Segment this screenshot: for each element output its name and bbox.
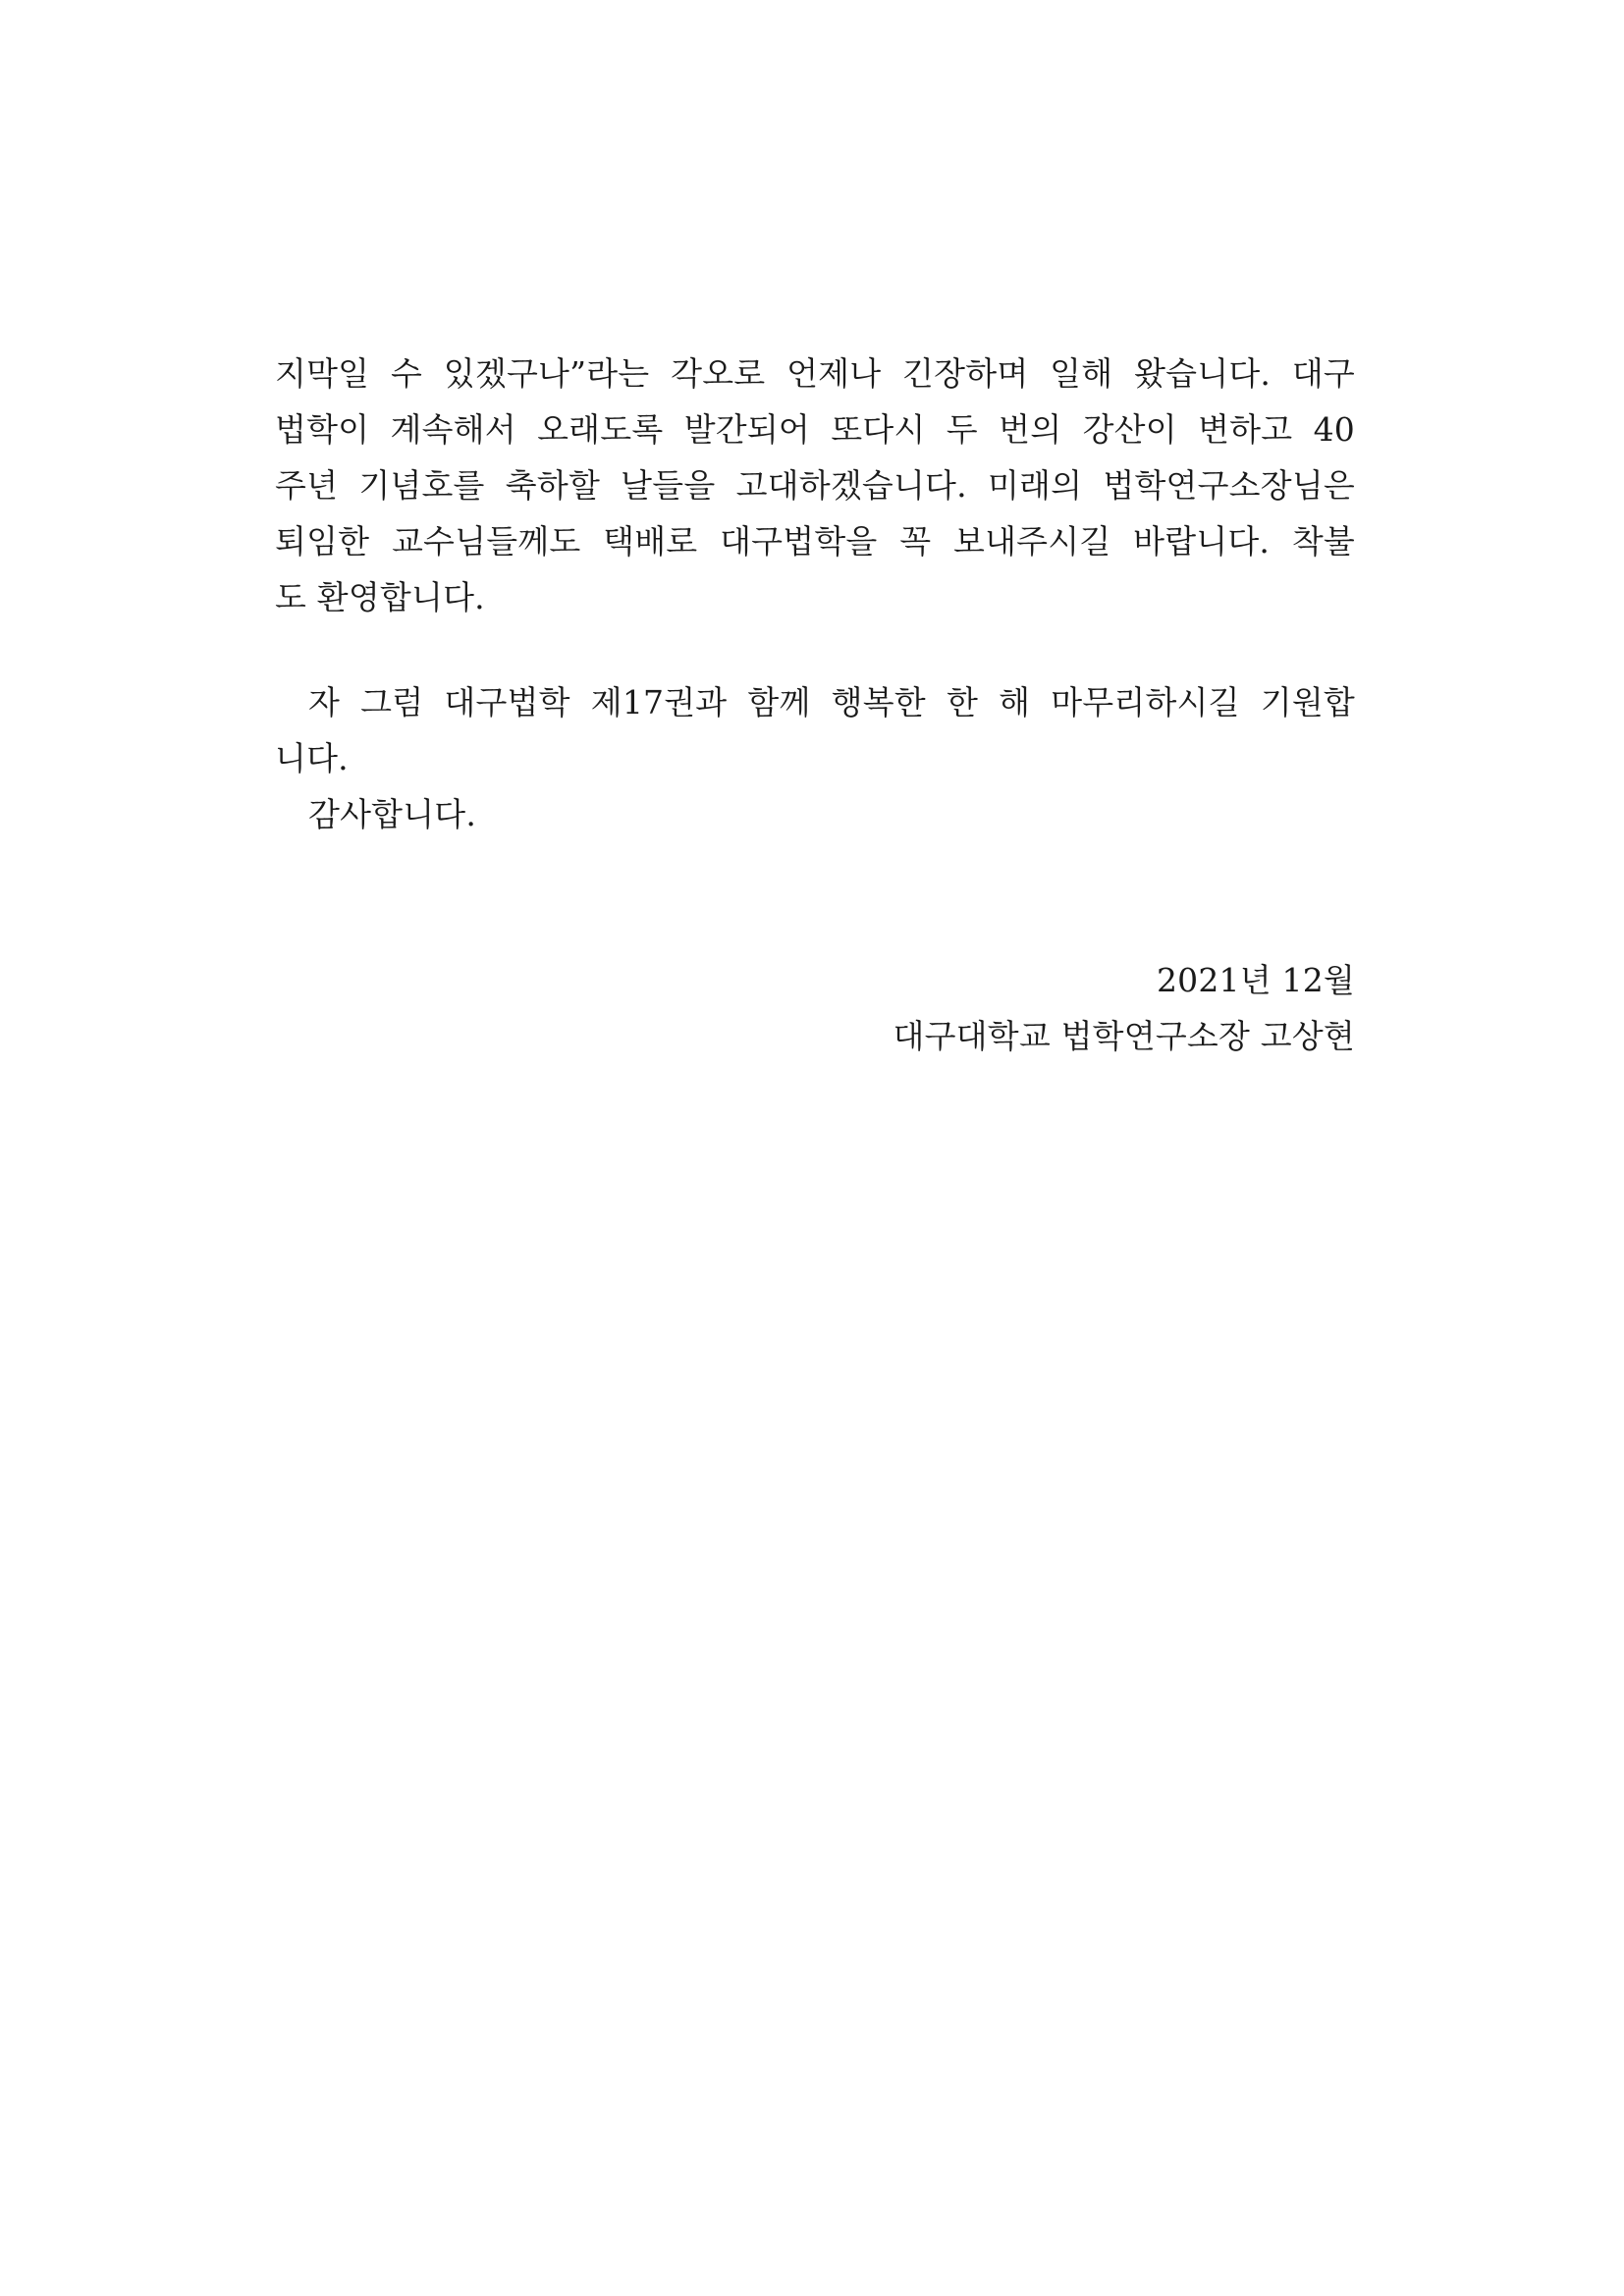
document-body-text: [275, 346, 1355, 1064]
text-line: 주년 기념호를 축하할 날들을 고대하겠습니다. 미래의 법학연구소장님은: [275, 466, 1355, 505]
text-line: 자 그럼 대구법학 제17권과 함께 행복한 한 해 마무리하시길 기원합: [308, 683, 1355, 721]
text-line: 법학이 계속해서 오래도록 발간되어 또다시 두 번의 강산이 변하고 40: [275, 410, 1355, 449]
paragraph-1: [275, 346, 1355, 625]
signature-block: [275, 952, 1355, 1064]
text-line: 도 환영합니다.: [275, 578, 485, 616]
paragraph-3: [275, 786, 1355, 842]
signature-author: 대구대학교 법학연구소장 고상현: [893, 1017, 1355, 1055]
signature-date: 2021년 12월: [1156, 961, 1355, 999]
paragraph-2: [275, 674, 1355, 786]
text-line: 감사합니다.: [308, 795, 477, 833]
text-line: 지막일 수 있겠구나”라는 각오로 언제나 긴장하며 일해 왔습니다. 대구: [275, 354, 1355, 393]
text-line: 니다.: [275, 739, 349, 777]
text-line: 퇴임한 교수님들께도 택배로 대구법학을 꼭 보내주시길 바랍니다. 착불: [275, 522, 1355, 561]
